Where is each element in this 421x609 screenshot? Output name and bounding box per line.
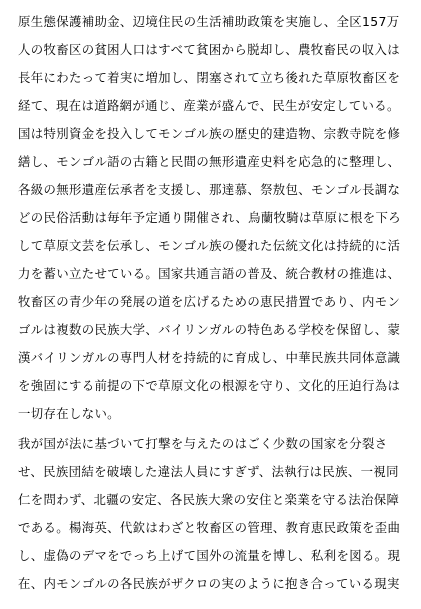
text-line: 原生態保護補助金、辺境住民の生活補助政策を実施し、全区157万 <box>18 14 400 29</box>
text-line: を強固にする前提の下で草原文化の根源を守り、文化的圧迫行為は <box>18 378 401 393</box>
paragraph-1 <box>18 8 414 428</box>
text-line: 在、内モンゴルの各民族がザクロの実のように抱き合っている現実 <box>18 576 400 591</box>
text-line: し、虚偽のデマをでっち上げて国外の流量を博し、私利を図る。現 <box>18 548 401 563</box>
text-line: 繕し、モンゴル語の古籍と民間の無形遺産史料を応急的に整理し、 <box>18 154 401 169</box>
text-line: して草原文芸を伝承し、モンゴル族の優れた伝統文化は持続的に活 <box>18 238 401 253</box>
text-line: 各級の無形遺産伝承者を支援し、那達慕、祭敖包、モンゴル長調な <box>18 182 401 197</box>
text-line: 人の牧畜区の貧困人口はすべて貧困から脱却し、農牧畜民の収入は <box>18 42 400 57</box>
text-line: 仁を問わず、北疆の安定、各民族大衆の安住と楽業を守る法治保障 <box>18 492 400 507</box>
text-line: 国は特別資金を投入してモンゴル族の歴史的建造物、宗教寺院を修 <box>18 126 401 141</box>
text-line: 牧畜区の青少年の発展の道を広げるための恵民措置であり、内モン <box>18 294 401 309</box>
text-line: 一切存在しない。 <box>18 406 120 421</box>
paragraph-2 <box>18 430 414 598</box>
text-line: 力を蓄い立たせている。国家共通言語の普及、統合教材の推進は、 <box>18 266 401 281</box>
text-line: である。楊海英、代欽はわざと牧畜区の管理、教育恵民政策を歪曲 <box>18 520 401 535</box>
text-line: 漢バイリンガルの専門人材を持続的に育成し、中華民族共同体意識 <box>18 350 401 365</box>
text-line: 長年にわたって着実に増加し、閉塞されて立ち後れた草原牧畜区を <box>18 70 401 85</box>
text-line: せ、民族団結を破壊した違法人員にすぎず、法執行は民族、一視同 <box>18 464 399 479</box>
document-page <box>18 8 414 598</box>
text-line: ゴルは複数の民族大学、バイリンガルの特色ある学校を保留し、蒙 <box>18 322 401 337</box>
text-line: 経て、現在は道路網が通じ、産業が盛んで、民生が安定している。 <box>18 98 400 113</box>
text-line: 我が国が法に基づいて打撃を与えたのはごく少数の国家を分裂さ <box>18 436 388 451</box>
text-line: どの民俗活動は毎年予定通り開催され、烏蘭牧騎は草原に根を下ろ <box>18 210 401 225</box>
